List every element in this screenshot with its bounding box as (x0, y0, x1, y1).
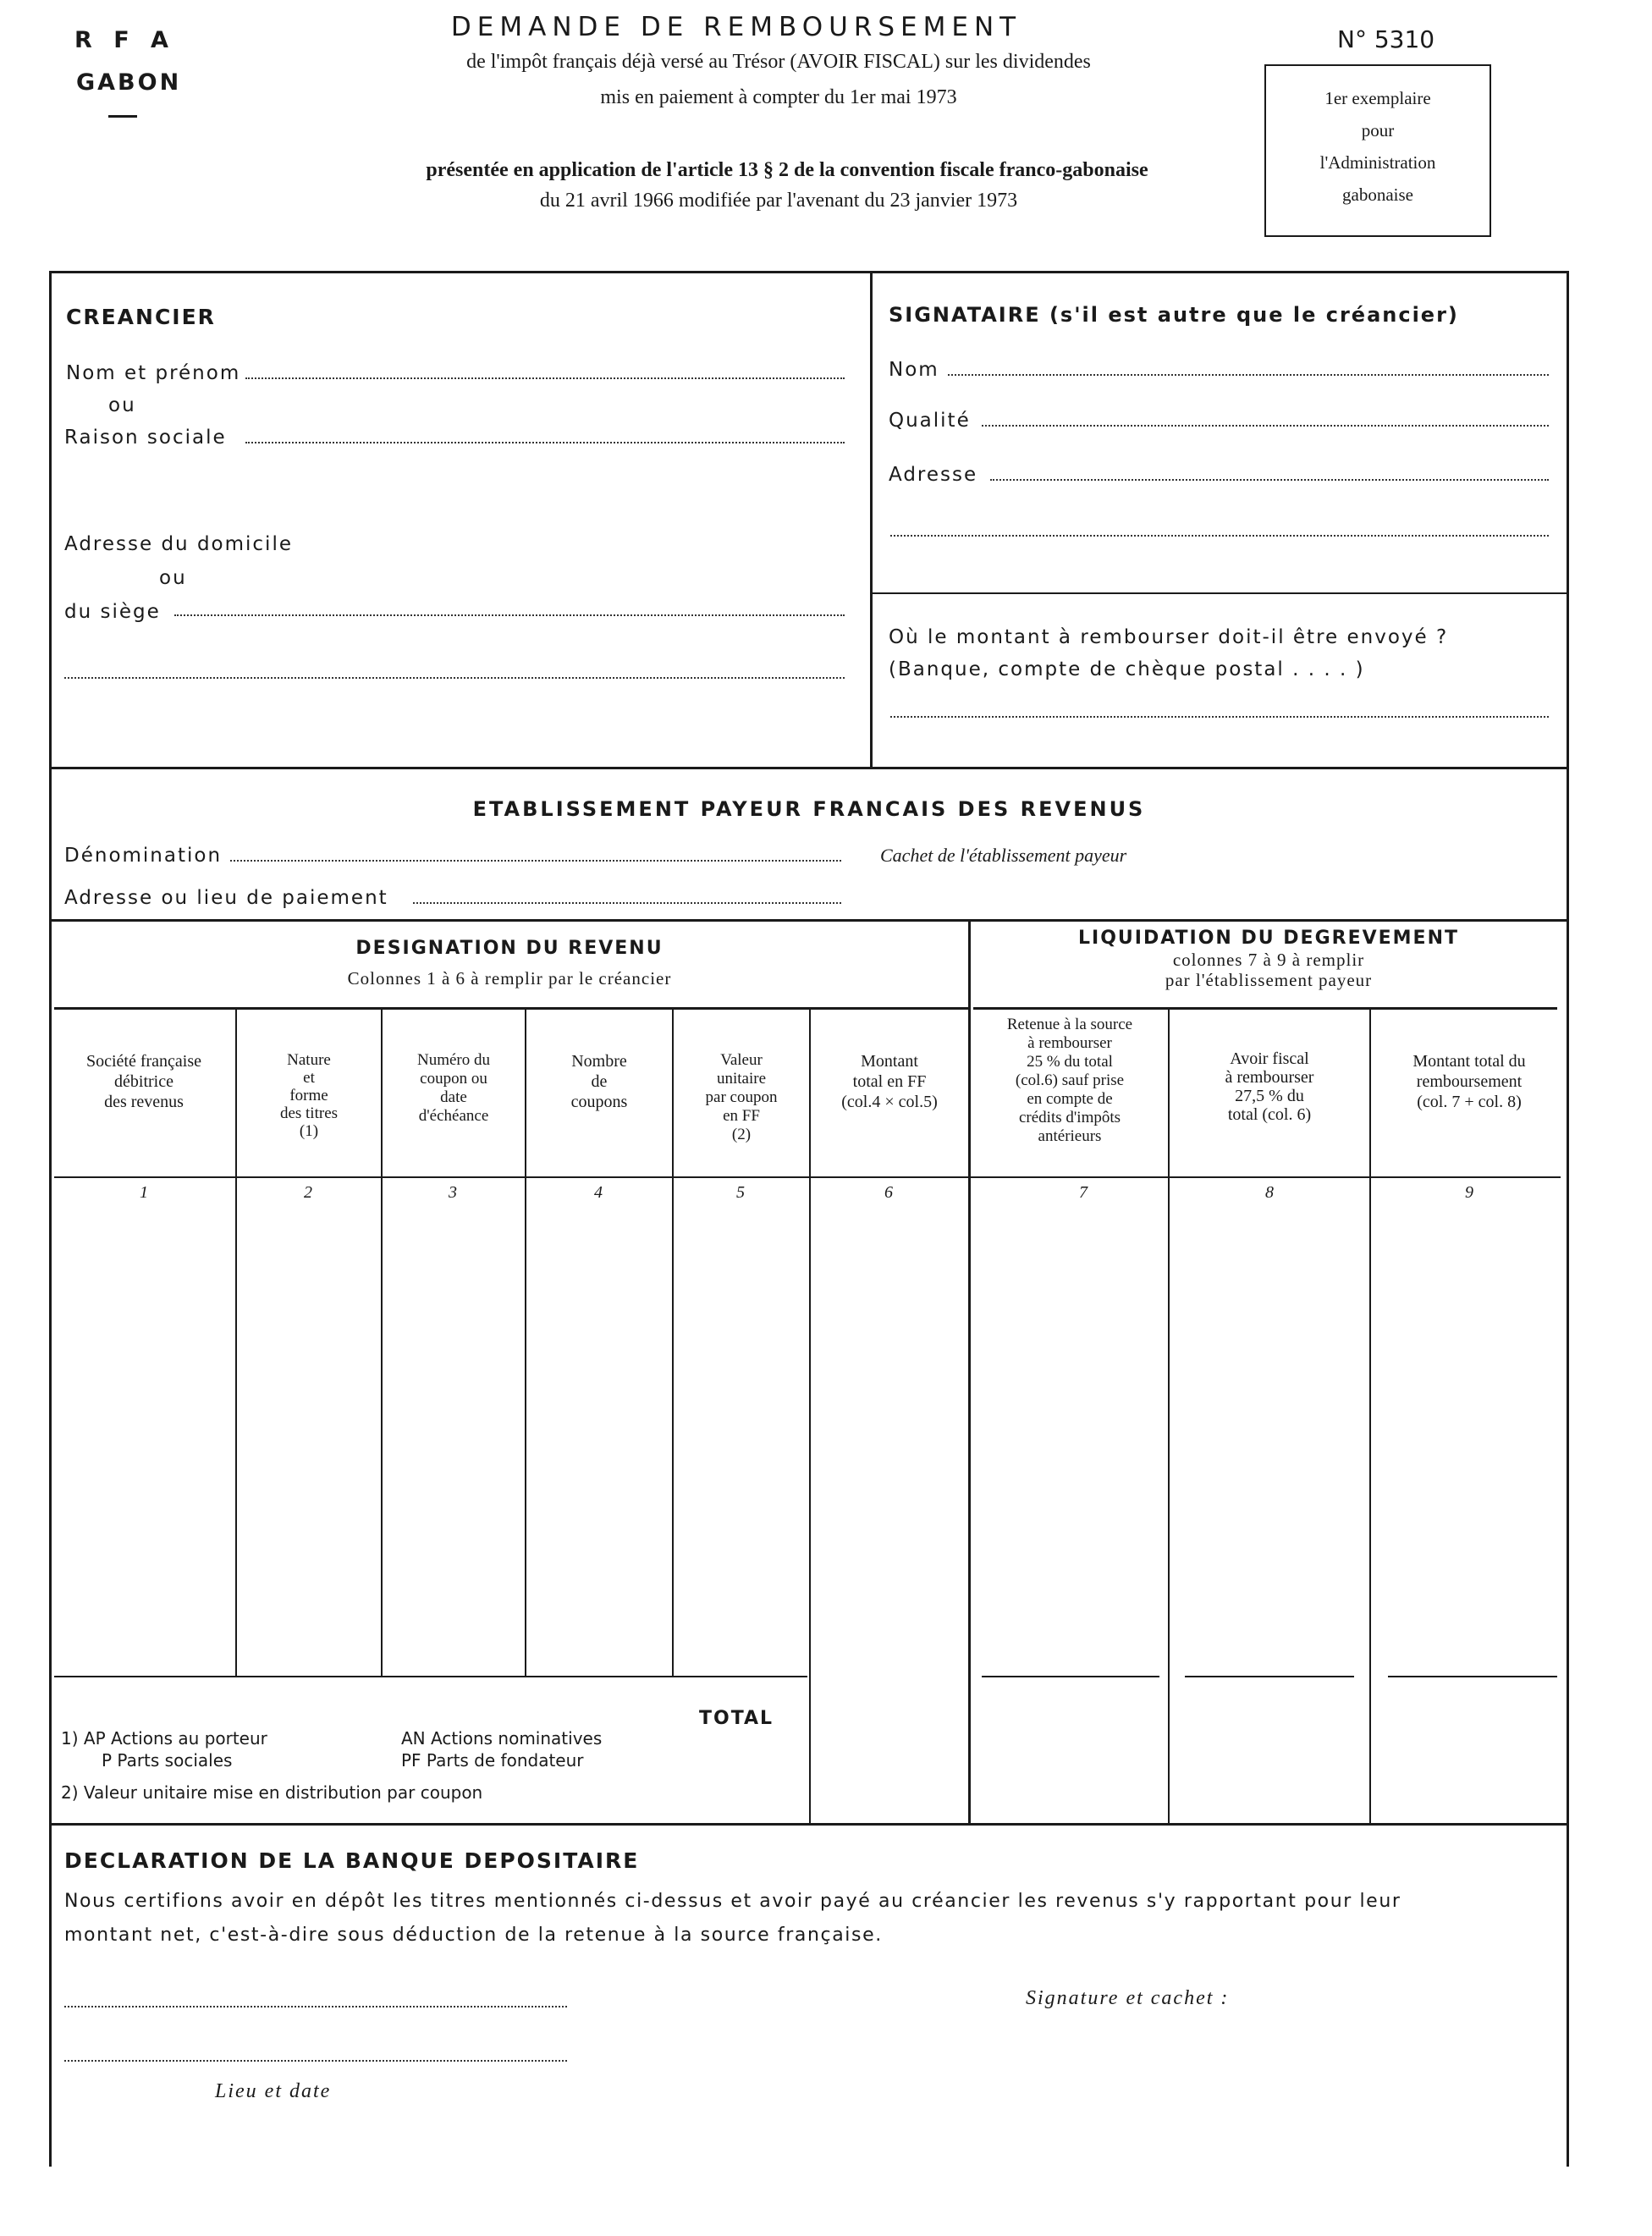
note-pf: PF Parts de fondateur (401, 1750, 584, 1771)
siege-field[interactable] (174, 614, 845, 616)
divider (968, 919, 971, 1825)
declaration-heading: DECLARATION DE LA BANQUE DEPOSITAIRE (64, 1848, 640, 1873)
ou-label: ou (108, 394, 136, 416)
country-label-gabon: GABON (76, 69, 182, 96)
col-header-7: Retenue à la source à rembourser 25 % du total (col.6) sauf prise en compte de crédits d'impôts antérieurs (1006, 1016, 1133, 1145)
denomination-field[interactable] (230, 860, 841, 862)
table-rule (973, 1007, 1557, 1010)
form-subtitle-1: de l'impôt français déjà versé au Trésor (AVOIR FISCAL) sur les dividendes (466, 51, 1091, 73)
note-ap: 1) AP Actions au porteur (61, 1728, 267, 1749)
raison-label: Raison sociale (64, 427, 227, 449)
total-rule (1185, 1676, 1354, 1677)
adresse-field[interactable] (64, 677, 845, 679)
total-rule (1388, 1676, 1557, 1677)
copy-box (1264, 64, 1491, 237)
col-number: 6 (884, 1183, 893, 1202)
ou-label: ou (159, 567, 187, 589)
note-2: 2) Valeur unitaire mise en distribution par coupon (61, 1782, 483, 1803)
col-separator (1168, 1007, 1170, 1825)
total-label: TOTAL (699, 1708, 774, 1729)
cachet-label: Cachet de l'établissement payeur (880, 845, 1127, 866)
liquidation-sub: par l'établissement payeur (1165, 970, 1373, 990)
form-title: DEMANDE DE REMBOURSEMENT (450, 12, 1022, 42)
sig-nom-label: Nom (889, 359, 939, 381)
sig-adresse-field[interactable] (990, 479, 1549, 481)
sig-nom-field[interactable] (948, 374, 1549, 376)
copy-box-line: l'Administration (1319, 152, 1436, 173)
col-header-4: Nombre de coupons (570, 1052, 628, 1111)
form-number: N° 5310 (1337, 25, 1435, 53)
note-p: P Parts sociales (102, 1750, 233, 1771)
adresse-paiement-label: Adresse ou lieu de paiement (64, 887, 388, 909)
declaration-field-1[interactable] (64, 2006, 567, 2007)
designation-heading: DESIGNATION DU REVENU (355, 938, 664, 959)
divider (870, 271, 873, 768)
table-rule (54, 1176, 1561, 1178)
creancier-heading: CREANCIER (66, 305, 216, 329)
table-rule (54, 1676, 807, 1677)
col-header-9: Montant total du remboursement (col. 7 + col. 8) (1412, 1052, 1526, 1111)
note-an: AN Actions nominatives (401, 1728, 603, 1749)
frame-left (49, 271, 52, 2167)
siege-label: du siège (64, 601, 161, 623)
col-header-1: Société française débitrice des revenus (85, 1052, 202, 1111)
declaration-text-2: montant net, c'est-à-dire sous déduction de la retenue à la source française. (64, 1925, 883, 1946)
denomination-label: Dénomination (64, 845, 223, 867)
col-header-3: Numéro du coupon ou date d'échéance (416, 1051, 490, 1125)
liquidation-sub: colonnes 7 à 9 à remplir (1172, 950, 1365, 970)
col-number: 4 (594, 1183, 603, 1202)
col-separator (809, 1007, 811, 1825)
declaration-field-2[interactable] (64, 2060, 567, 2062)
raison-field[interactable] (245, 442, 845, 443)
nom-field[interactable] (245, 377, 845, 379)
envoi-field[interactable] (890, 716, 1549, 718)
col-number: 5 (736, 1183, 745, 1202)
total-rule (982, 1676, 1159, 1677)
etablissement-heading: ETABLISSEMENT PAYEUR FRANCAIS DES REVENUS (472, 797, 1146, 821)
copy-box-line: pour (1361, 120, 1395, 140)
country-underline (108, 115, 137, 118)
signataire-heading: SIGNATAIRE (s'il est autre que le créancier) (889, 303, 1459, 327)
adresse-paiement-field[interactable] (413, 902, 841, 904)
col-number: 2 (304, 1183, 312, 1202)
col-number: 3 (449, 1183, 457, 1202)
table-rule (54, 1007, 968, 1010)
form-subtitle-2: mis en paiement à compter du 1er mai 1973 (600, 86, 957, 108)
divider (49, 767, 1569, 769)
form-subtitle-4: du 21 avril 1966 modifiée par l'avenant du 23 janvier 1973 (539, 190, 1018, 212)
col-number: 8 (1265, 1183, 1274, 1202)
adresse-label: Adresse du domicile (64, 533, 293, 555)
divider (872, 592, 1567, 594)
col-number: 7 (1079, 1183, 1088, 1202)
nom-label: Nom et prénom (66, 362, 241, 384)
sig-adresse-label: Adresse (889, 464, 978, 486)
form-subtitle-3: présentée en application de l'article 13 § 2 de la convention fiscale franco-gabonaise (426, 159, 1148, 181)
divider (49, 1823, 1569, 1826)
frame-right (1567, 271, 1569, 2167)
envoi-question-2: (Banque, compte de chèque postal . . . . ) (889, 658, 1365, 680)
col-header-6: Montant total en FF (col.4 × col.5) (841, 1052, 938, 1111)
declaration-text-1: Nous certifions avoir en dépôt les titres mentionnés ci-dessus et avoir payé au créancier les revenus s'y rapportant pour leur (64, 1891, 1401, 1912)
col-number: 1 (140, 1183, 148, 1202)
col-number: 9 (1465, 1183, 1473, 1202)
sig-adresse-field-2[interactable] (890, 535, 1549, 537)
liquidation-heading: LIQUIDATION DU DEGREVEMENT (1078, 928, 1459, 949)
designation-sub: Colonnes 1 à 6 à remplir par le créancier (347, 968, 672, 989)
sig-qualite-field[interactable] (982, 425, 1549, 427)
envoi-question: Où le montant à rembourser doit-il être envoyé ? (889, 626, 1449, 648)
copy-box-line: 1er exemplaire (1324, 88, 1431, 108)
col-header-8: Avoir fiscal à rembourser 27,5 % du total (col. 6) (1225, 1049, 1314, 1124)
signature-label: Signature et cachet : (1026, 1987, 1230, 2009)
frame-top (49, 271, 1569, 273)
col-header-2: Nature et forme des titres (1) (279, 1051, 339, 1140)
divider (49, 919, 1569, 922)
sig-qualite-label: Qualité (889, 410, 971, 432)
col-header-5: Valeur unitaire par coupon en FF (2) (705, 1051, 778, 1143)
copy-box-line: gabonaise (1342, 184, 1413, 205)
country-label: R F A (74, 27, 175, 53)
col-separator (1369, 1007, 1371, 1825)
lieu-date-label: Lieu et date (215, 2080, 332, 2102)
